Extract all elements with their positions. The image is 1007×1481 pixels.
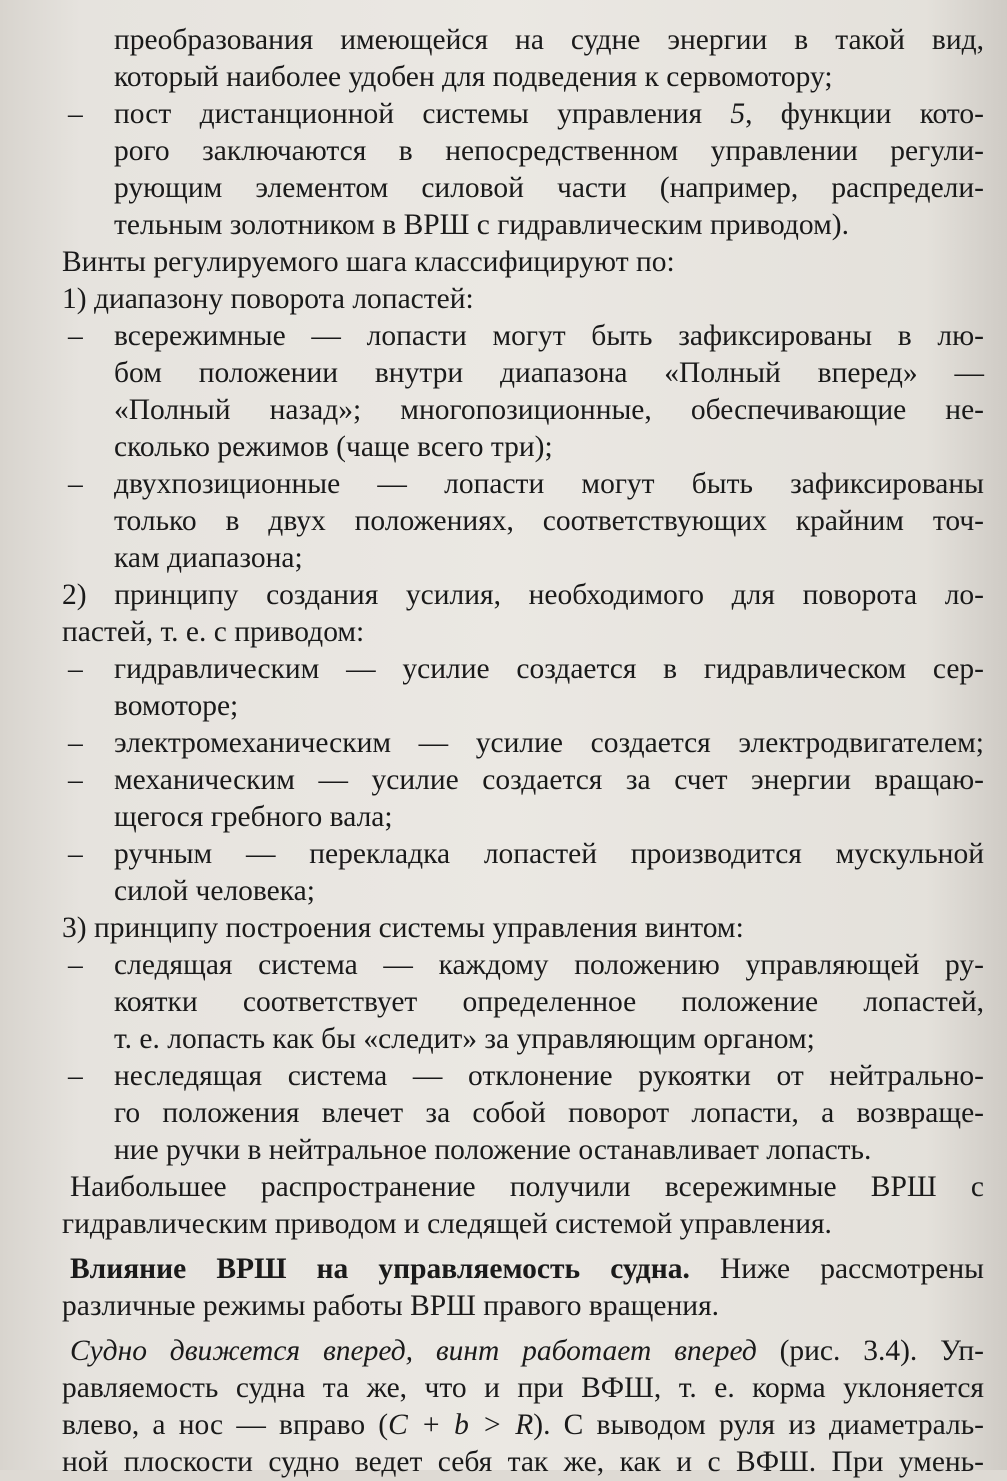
text-line: тельным золотником в ВРШ с гидравлическим приводом). bbox=[114, 209, 849, 241]
text-line: вомоторе; bbox=[114, 690, 239, 722]
paragraph-line: Наибольшее распространение получили всережимные ВРШ с bbox=[70, 1171, 984, 1203]
paragraph-line bbox=[62, 1333, 984, 1370]
list-item-text: механическим — усилие создается за счет энергии вращаю- bbox=[114, 764, 984, 796]
list-item bbox=[62, 466, 984, 503]
text-line: 3) принципу построения системы управления винтом: bbox=[62, 912, 744, 944]
text-line: который наиболее удобен для подведения к сервомотору; bbox=[114, 61, 833, 93]
list-item bbox=[62, 947, 984, 984]
list-item bbox=[62, 651, 984, 688]
italic-phrase: Судно движется вперед, винт работает вперед bbox=[70, 1335, 757, 1367]
text-line: 2) принципу создания усилия, необходимого для поворота ло- bbox=[62, 579, 984, 611]
text-line: щегося гребного вала; bbox=[114, 801, 393, 833]
text-line: рого заключаются в непосредственном управлении регули- bbox=[114, 135, 984, 167]
list-dash: – bbox=[68, 98, 83, 130]
text-line: силой человека; bbox=[114, 875, 315, 907]
list-item-text: всережимные — лопасти могут быть зафиксированы в лю- bbox=[114, 320, 984, 352]
list-item bbox=[62, 1058, 984, 1095]
list-item bbox=[62, 725, 984, 762]
paragraph-gap bbox=[62, 1325, 984, 1333]
text-line: различные режимы работы ВРШ правого вращения. bbox=[62, 1290, 720, 1322]
text-line: гидравлическим приводом и следящей системой управления. bbox=[62, 1208, 832, 1240]
text-line: равляемость судна та же, что и при ВФШ, т. е. корма уклоняется bbox=[62, 1372, 984, 1404]
text-line: сколько режимов (чаще всего три); bbox=[114, 431, 553, 463]
text-line: т. е. лопасть как бы «следит» за управляющим органом; bbox=[114, 1023, 815, 1055]
text-segment: ). С выводом руля из диаметраль- bbox=[533, 1409, 984, 1441]
list-item bbox=[62, 318, 984, 355]
list-item: – пост дистанционной системы управления 5, функции кото- bbox=[62, 96, 984, 133]
text-line: коятки соответствует определенное положение лопастей, bbox=[114, 986, 984, 1018]
text-line: ние ручки в нейтральное положение останавливает лопасть. bbox=[114, 1134, 872, 1166]
list-dash: – bbox=[68, 764, 83, 796]
text-line: бом положении внутри диапазона «Полный вперед» — bbox=[114, 357, 984, 389]
list-dash: – bbox=[68, 468, 83, 500]
text-line: го положения влечет за собой поворот лопасти, а возвраще- bbox=[114, 1097, 984, 1129]
list-item-text: двухпозиционные — лопасти могут быть зафиксированы bbox=[114, 468, 984, 500]
formula: C + b > R bbox=[388, 1409, 534, 1441]
section-heading-line bbox=[62, 1251, 984, 1288]
paragraph-gap bbox=[62, 1243, 984, 1251]
text-line bbox=[62, 1407, 984, 1444]
section-heading: Влияние ВРШ на управляемость судна. bbox=[70, 1253, 690, 1285]
list-item bbox=[62, 836, 984, 873]
list-dash: – bbox=[68, 653, 83, 685]
list-item-text: ручным — перекладка лопастей производится мускульной bbox=[114, 838, 984, 870]
list-dash: – bbox=[68, 949, 83, 981]
text-line: рующим элементом силовой части (например, распредели- bbox=[114, 172, 984, 204]
text-line: ной плоскости судно ведет себя так же, как и с ВФШ. При умень- bbox=[62, 1446, 984, 1478]
figure-reference: (рис. 3.4). Уп- bbox=[756, 1335, 984, 1367]
page-text bbox=[62, 22, 984, 1481]
text-line: только в двух положениях, соответствующих крайним точ- bbox=[114, 505, 984, 537]
list-item bbox=[62, 762, 984, 799]
text-line: преобразования имеющейся на судне энергии в такой вид, bbox=[114, 24, 984, 56]
text-line: 1) диапазону поворота лопастей: bbox=[62, 283, 474, 315]
text-line: кам диапазона; bbox=[114, 542, 303, 574]
text-line: пастей, т. е. с приводом: bbox=[62, 616, 365, 648]
heading-continuation: Ниже рассмотрены bbox=[689, 1253, 984, 1285]
text-segment: влево, а нос — вправо ( bbox=[62, 1409, 389, 1441]
list-item-text: следящая система — каждому положению управляющей ру- bbox=[114, 949, 984, 981]
list-dash: – bbox=[68, 838, 83, 870]
list-item-text: неследящая система — отклонение рукоятки от нейтрально- bbox=[114, 1060, 984, 1092]
list-dash: – bbox=[68, 727, 83, 759]
text-line: Винты регулируемого шага классифицируют по: bbox=[62, 246, 675, 278]
list-dash: – bbox=[68, 1060, 83, 1092]
list-item-text: гидравлическим — усилие создается в гидравлическом сер- bbox=[114, 653, 984, 685]
list-dash: – bbox=[68, 320, 83, 352]
list-item-text: электромеханическим — усилие создается электродвигателем; bbox=[114, 727, 984, 759]
text-line: «Полный назад»; многопозиционные, обеспечивающие не- bbox=[114, 394, 984, 426]
